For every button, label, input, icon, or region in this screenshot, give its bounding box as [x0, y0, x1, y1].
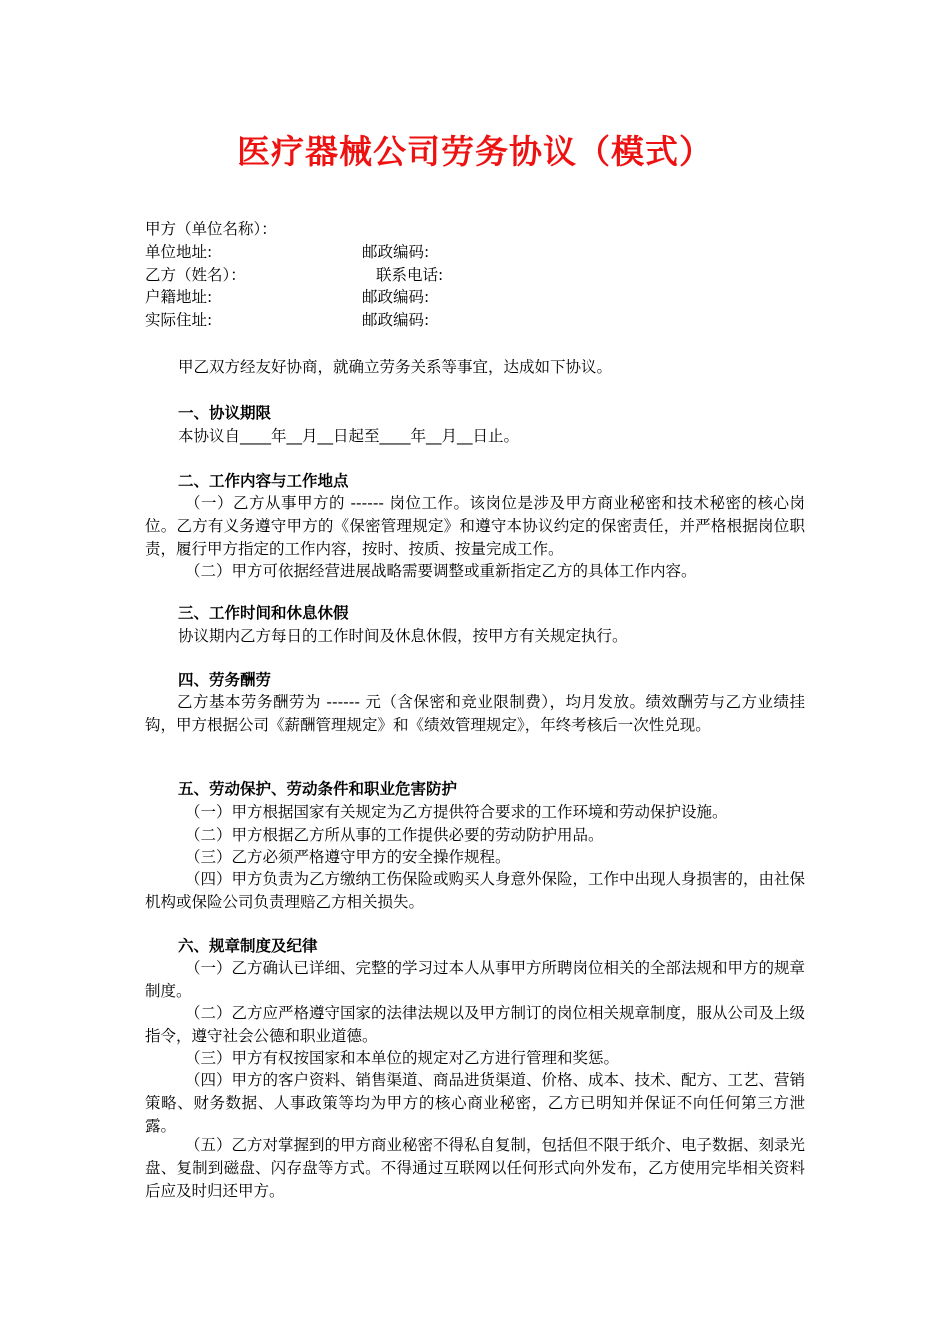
document-title: 医疗器械公司劳务协议（模式）	[237, 132, 713, 171]
section-4-paragraph-1: 乙方基本劳务酬劳为 ------ 元（含保密和竞业限制费），均月发放。绩效酬劳与乙方业绩挂钩，甲方根据公司《薪酬管理规定》和《绩效管理规定》，年终考核后一次性兑现。	[145, 693, 805, 734]
section-1-paragraph-1: 本协议自____年__月__日起至____年__月__日止。	[178, 427, 520, 445]
section-6-paragraph-5: （五）乙方对掌握到的甲方商业秘密不得私自复制，包括但不限于纸介、电子数据、刻录光盘、复制到磁盘、闪存盘等方式。不得通过互联网以任何形式向外发布，乙方使用完毕相关资料后应及时归还甲方。	[145, 1136, 806, 1200]
section-5-paragraph-1: （一）甲方根据国家有关规定为乙方提供符合要求的工作环境和劳动保护设施。	[185, 803, 728, 821]
section-heading-4: 四、劳务酬劳	[178, 671, 272, 689]
postal-code-label-1: 邮政编码:	[362, 243, 430, 261]
section-6-paragraph-1: （一）乙方确认已详细、完整的学习过本人从事甲方所聘岗位相关的全部法规和甲方的规章制度。	[145, 959, 806, 1000]
party-b-label: 乙方（姓名）：	[145, 266, 246, 284]
section-heading-1: 一、协议期限	[178, 404, 272, 422]
section-6-paragraph-2: （二）乙方应严格遵守国家的法律法规以及甲方制订的岗位相关规章制度，服从公司及上级指令，遵守社会公德和职业道德。	[145, 1004, 806, 1045]
household-address-label: 户籍地址:	[145, 288, 213, 306]
section-2-paragraph-1: （一）乙方从事甲方的 ------ 岗位工作。该岗位是涉及甲方商业秘密和技术秘密的核心岗位。乙方有义务遵守甲方的《保密管理规定》和遵守本协议约定的保密责任，并严格根据岗位职责，履行甲方指定的工作内容，按时、按质、按量完成工作。	[145, 494, 805, 558]
section-heading-5: 五、劳动保护、劳动条件和职业危害防护	[178, 780, 458, 798]
section-2-paragraph-2: （二）甲方可依据经营进展战略需要调整或重新指定乙方的具体工作内容。	[185, 562, 697, 580]
section-5-paragraph-2: （二）甲方根据乙方所从事的工作提供必要的劳动防护用品。	[185, 826, 604, 844]
section-heading-3: 三、工作时间和休息休假	[178, 604, 349, 622]
section-6-paragraph-3: （三）甲方有权按国家和本单位的规定对乙方进行管理和奖惩。	[185, 1049, 620, 1067]
phone-label: 联系电话:	[376, 266, 444, 284]
section-heading-6: 六、规章制度及纪律	[178, 937, 318, 955]
postal-code-label-2: 邮政编码:	[362, 288, 430, 306]
unit-address-label: 单位地址:	[145, 243, 213, 261]
actual-address-label: 实际住址:	[145, 311, 213, 329]
section-5-paragraph-3: （三）乙方必须严格遵守甲方的安全操作规程。	[185, 848, 511, 866]
section-heading-2: 二、工作内容与工作地点	[178, 472, 349, 490]
postal-code-label-3: 邮政编码:	[362, 311, 430, 329]
section-3-paragraph-1: 协议期内乙方每日的工作时间及休息休假，按甲方有关规定执行。	[178, 627, 628, 645]
party-a-label: 甲方（单位名称）：	[145, 220, 277, 238]
section-5-paragraph-4: （四）甲方负责为乙方缴纳工伤保险或购买人身意外保险，工作中出现人身损害的，由社保机构或保险公司负责理赔乙方相关损失。	[145, 870, 806, 911]
section-6-paragraph-4: （四）甲方的客户资料、销售渠道、商品进货渠道、价格、成本、技术、配方、工艺、营销策略、财务数据、人事政策等均为甲方的核心商业秘密，乙方已明知并保证不向任何第三方泄露。	[145, 1071, 806, 1135]
intro-paragraph: 甲乙双方经友好协商，就确立劳务关系等事宜，达成如下协议。	[178, 358, 613, 376]
